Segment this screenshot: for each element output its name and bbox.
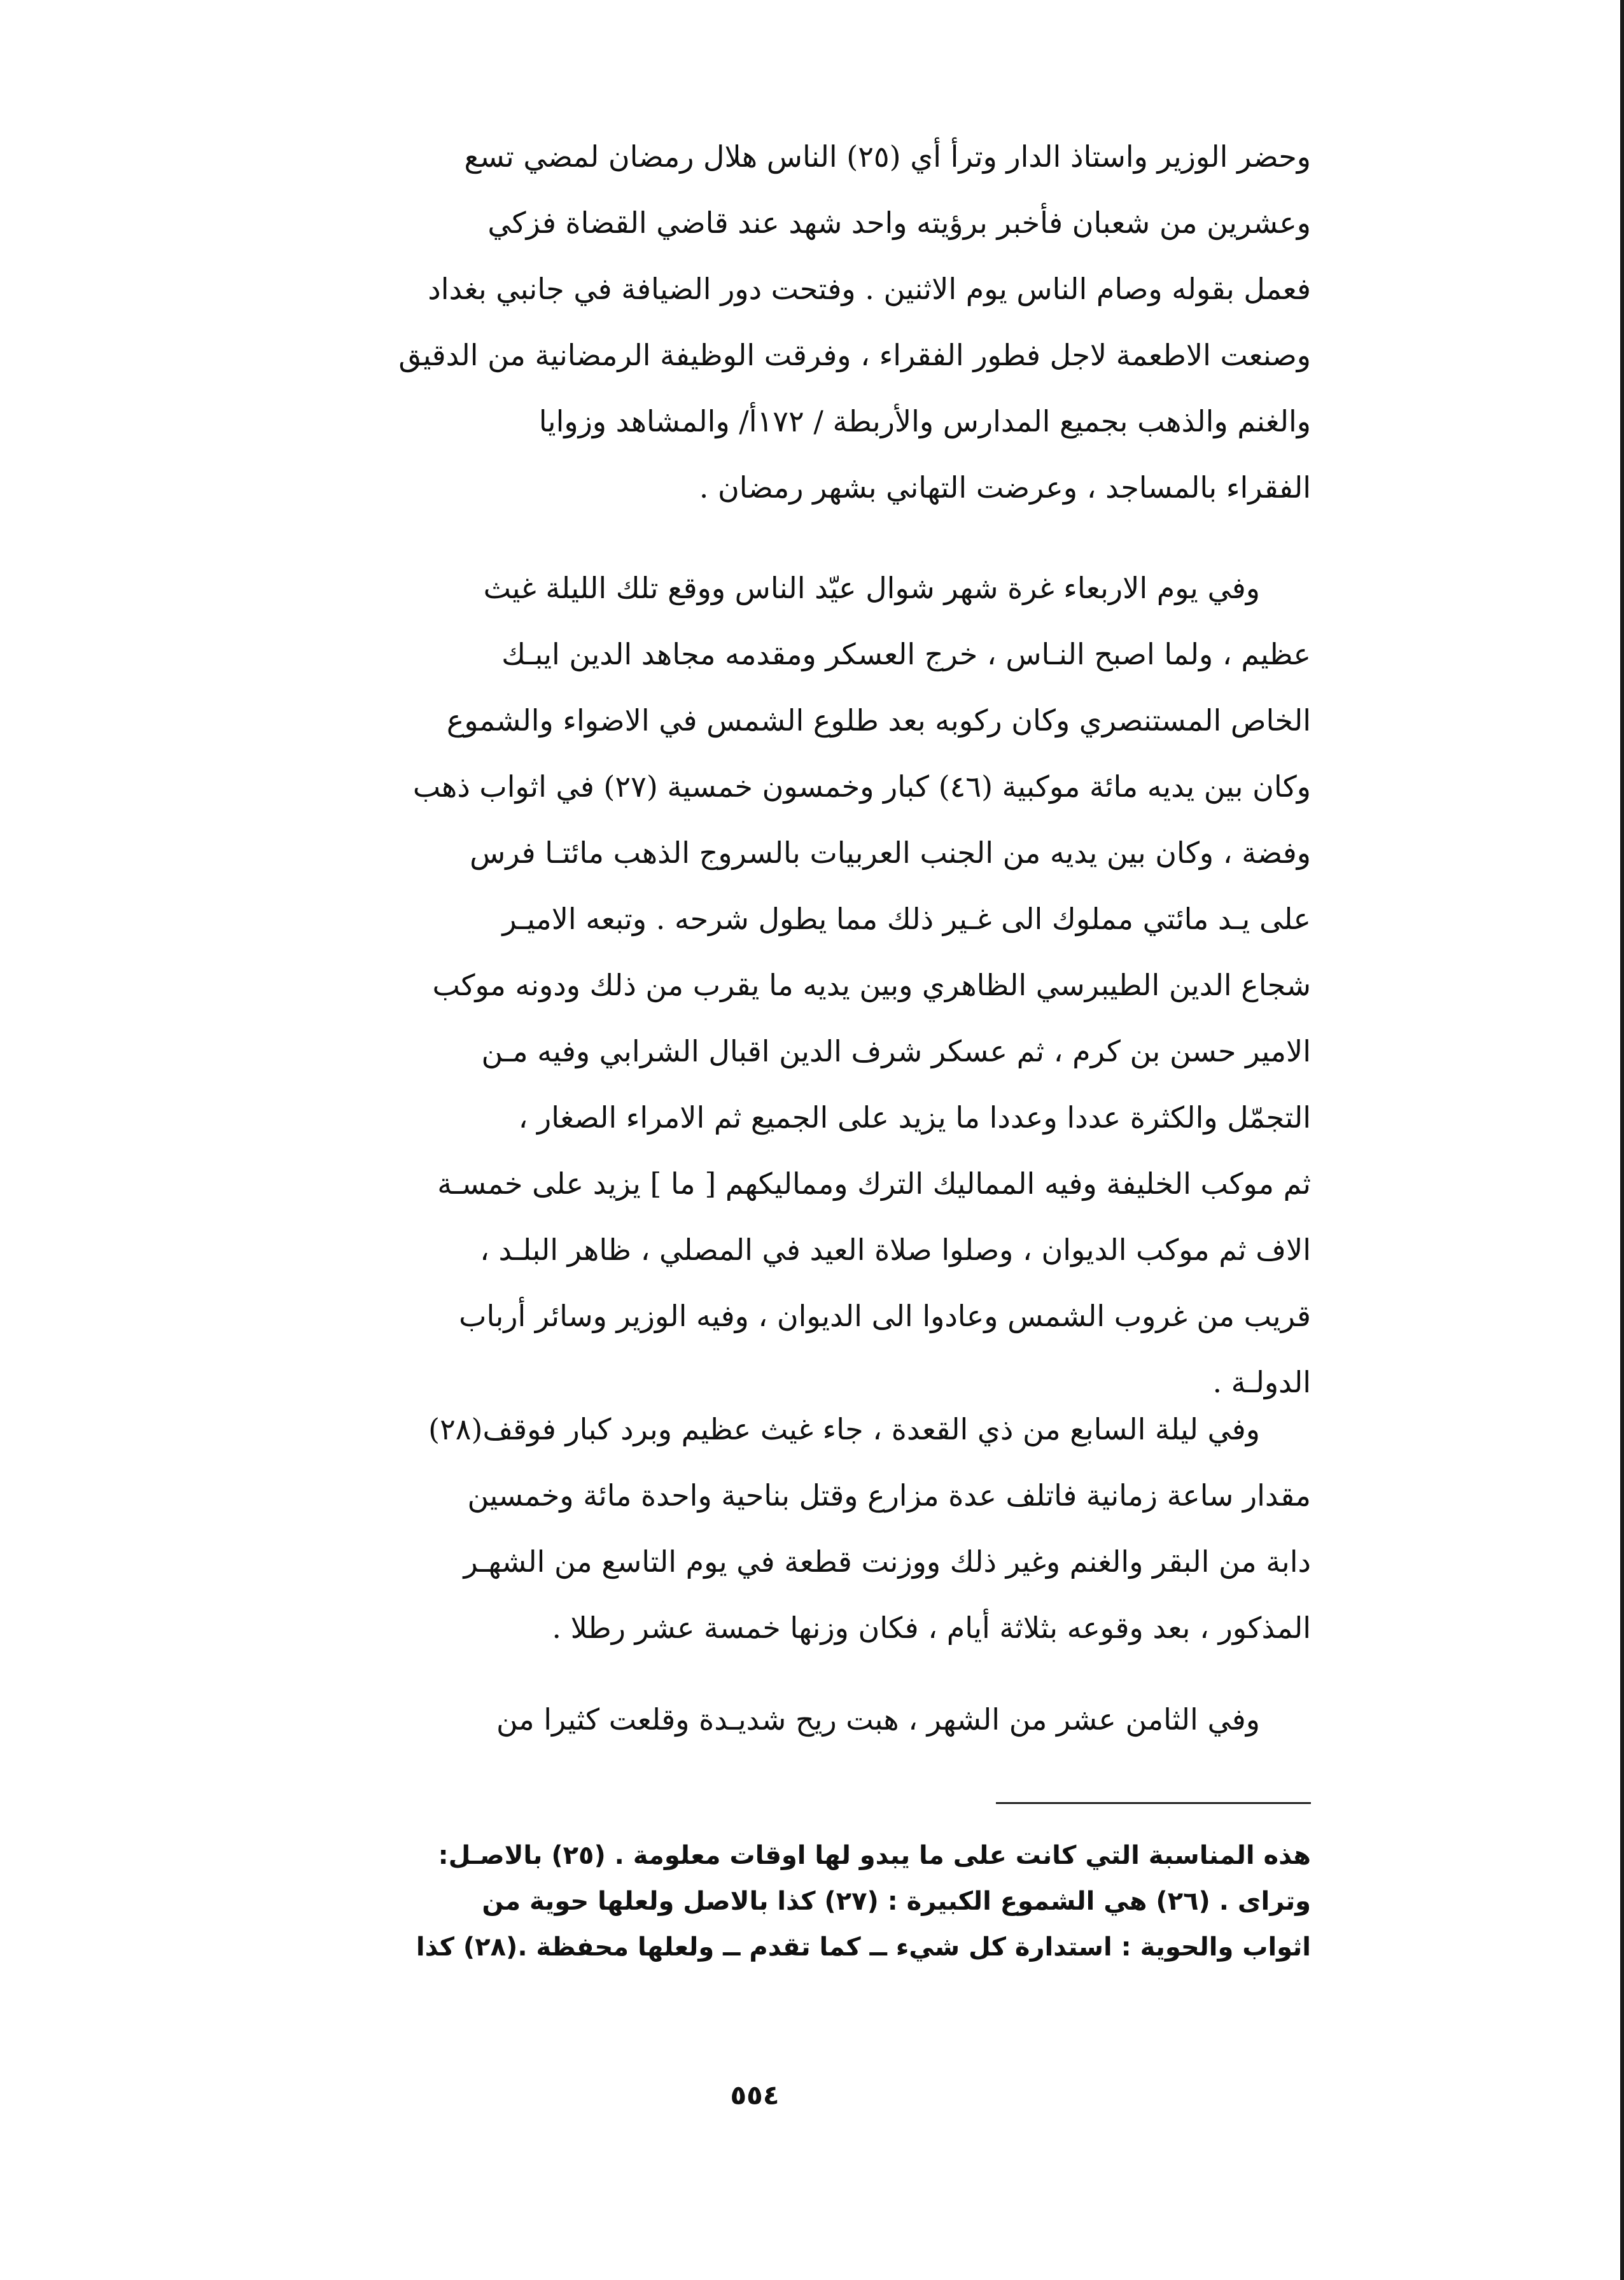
text-line: وحضر الوزير واستاذ الدار وترأ أي (٢٥) الناس هلال رمضان لمضي تسع: [464, 139, 1311, 174]
text-line: التجمّل والكثرة عددا وعددا ما يزيد على الجميع ثم الامراء الصغار ،: [518, 1100, 1311, 1135]
paragraph-eid-procession: [146, 555, 1311, 1415]
paragraph-body: [146, 555, 1311, 1415]
footnote-line: اثواب والحوية : استدارة كل شيء ــ كما تقدم ــ ولعلها محفظة .(٢٨) كذا: [416, 1933, 1311, 1962]
scan-edge-border: [1620, 0, 1624, 2280]
text-line: الدولـة .: [1212, 1365, 1311, 1399]
text-line: وفي الثامن عشر من الشهر ، هبت ريح شديـدة وقلعت كثيرا من: [496, 1702, 1260, 1737]
page-number: ٥٥٤: [730, 2080, 780, 2111]
text-line: وصنعت الاطعمة لاجل فطور الفقراء ، وفرقت الوظيفة الرمضانية من الدقيق: [398, 338, 1311, 372]
text-line: الاف ثم موكب الديوان ، وصلوا صلاة العيد في المصلي ، ظاهر البلـد ،: [480, 1233, 1311, 1267]
paragraph-hailstorm: [146, 1396, 1311, 1661]
text-line: وفي يوم الاربعاء غرة شهر شوال عيّد الناس ووقع تلك الليلة غيث: [483, 571, 1260, 605]
text-line: ثم موكب الخليفة وفيه المماليك الترك ومماليكهم [ ما ] يزيد على خمسـة: [437, 1166, 1311, 1201]
text-line: الخاص المستنصري وكان ركوبه بعد طلوع الشمس في الاضواء والشموع: [446, 703, 1311, 738]
text-line: وفي ليلة السابع من ذي القعدة ، جاء غيث عظيم وبرد كبار فوقف(٢٨): [428, 1412, 1260, 1446]
footnote-line: هذه المناسبة التي كانت على ما يبدو لها اوقات معلومة . (٢٥) بالاصـل:: [438, 1841, 1311, 1870]
text-line: دابة من البقر والغنم وغير ذلك ووزنت قطعة في يوم التاسع من الشهـر: [463, 1544, 1311, 1579]
paragraph-windstorm: [146, 1686, 1311, 1752]
text-line: الامير حسن بن كرم ، ثم عسكر شرف الدين اقبال الشرابي وفيه مـن: [481, 1034, 1311, 1068]
text-line: وفضة ، وكان بين يديه من الجنب العربيات بالسروج الذهب مائتـا فرس: [470, 836, 1311, 870]
text-line: على يـد مائتي مملوك الى غـير ذلك مما يطول شرحه . وتبعه الاميـر: [502, 902, 1311, 936]
text-line: قريب من غروب الشمس وعادوا الى الديوان ، وفيه الوزير وسائر أرباب: [459, 1299, 1311, 1333]
text-line: عظيم ، ولما اصبح النـاس ، خرج العسكر ومقدمه مجاهد الدين ايبـك: [501, 637, 1311, 671]
text-line: المذكور ، بعد وقوعه بثلاثة أيام ، فكان وزنها خمسة عشر رطلا .: [552, 1611, 1311, 1645]
footnote-separator: [996, 1802, 1311, 1804]
paragraph-ramadan-moon-sighting: [146, 123, 1311, 521]
footnotes: [163, 1833, 1311, 1970]
text-line: فعمل بقوله وصام الناس يوم الاثنين . وفتحت دور الضيافة في جانبي بغداد: [428, 272, 1311, 306]
paragraph-body: [146, 1686, 1311, 1752]
text-line: والغنم والذهب بجميع المدارس والأربطة / ١٧٢أ/ والمشاهد وزوايا: [538, 404, 1311, 438]
paragraph-body: [146, 123, 1311, 521]
text-line: شجاع الدين الطيبرسي الظاهري وبين يديه ما يقرب من ذلك ودونه موكب: [432, 968, 1311, 1002]
text-line: مقدار ساعة زمانية فاتلف عدة مزارع وقتل بناحية واحدة مائة وخمسين: [467, 1478, 1311, 1513]
paragraph-body: [146, 1396, 1311, 1661]
footnote-line: وتراى . (٢٦) هي الشموع الكبيرة : (٢٧) كذا بالاصل ولعلها حوية من: [482, 1887, 1311, 1916]
text-line: وكان بين يديه مائة موكبية (٤٦) كبار وخمسون خمسية (٢٧) في اثواب ذهب: [412, 769, 1311, 804]
text-line: وعشرين من شعبان فأخبر برؤيته واحد شهد عند قاضي القضاة فزكي: [487, 206, 1311, 240]
text-line: الفقراء بالمساجد ، وعرضت التهاني بشهر رمضان .: [699, 470, 1311, 505]
